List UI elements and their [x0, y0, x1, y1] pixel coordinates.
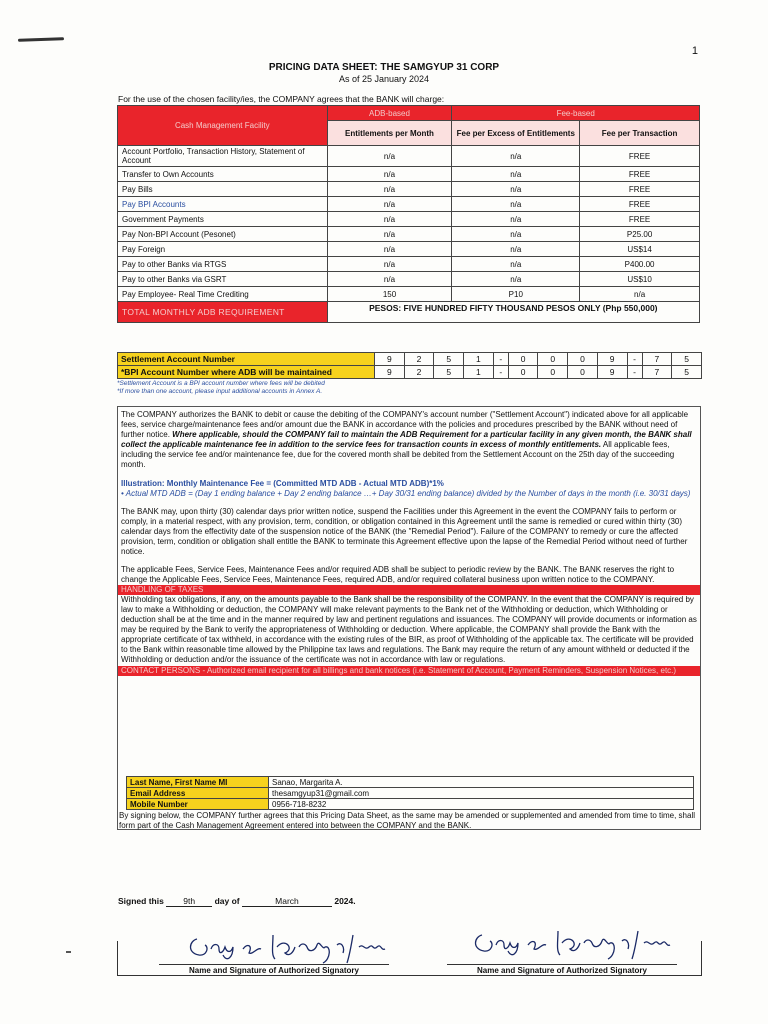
- account-digit: 5: [672, 353, 702, 366]
- terms-paragraph-4: Withholding tax obligations, if any, on the amounts payable to the Bank shall be the responsibility of the COMPANY. In the event that the COMPANY is required by law to make a Withholding or deduction, the COMPANY will make relevant payments to the Bank net of the Withholding or deduction, which Withholding or deduction shall be at the time and in the manner required by law and pertinent regulations and issuances. The COMPANY will provide documents or information as may be required by the Bank to verify the appropriateness of Withholding or deduction. Where applicable, the COMPANY shall provide the Bank with the appropriate certificate of tax withheld, in accordance with the existing rules of the BIR, as proof of Withholding of the applicable tax. The certificate will be provided to the Bank within reasonable time allowed by the Philippine tax laws and regulations. The Bank may require the return of any amount withheld or deducted if the Withholding or deduction and/or the issuance of the certificate was not in accordance with law or regulations.: [121, 595, 697, 664]
- account-digit: 1: [464, 353, 494, 366]
- taxes-header: HANDLING OF TAXES: [118, 585, 700, 595]
- fee-cell-excess: n/a: [452, 197, 580, 212]
- fee-cell-entitlements: n/a: [327, 197, 452, 212]
- group-fee: Fee-based: [452, 106, 700, 121]
- fee-cell-excess: n/a: [452, 227, 580, 242]
- fee-cell-transaction: P400.00: [580, 257, 700, 272]
- fee-cell-transaction: US$14: [580, 242, 700, 257]
- fee-cell-entitlements: n/a: [327, 242, 452, 257]
- fee-row: [118, 146, 700, 167]
- signatory-label-left: Name and Signature of Authorized Signatory: [159, 964, 389, 975]
- fee-cell-service: Account Portfolio, Transaction History, Statement of Account: [118, 146, 328, 167]
- fee-cell-entitlements: n/a: [327, 167, 452, 182]
- account-digit: 0: [538, 366, 568, 379]
- signatory-label-right: Name and Signature of Authorized Signatory: [447, 964, 677, 975]
- terms-box: [117, 406, 701, 830]
- terms-p1-c: All applicable fees, including the service fee and/or maintenance fee, due for the covered month shall be debited from the Settlement Account on the 25th day of the succeeding month.: [121, 440, 675, 469]
- contact-header: CONTACT PERSONS - Authorized email recipient for all billings and bank notices (i.e. Statement of Account, Payment Reminders, Suspension Notices, etc.): [118, 666, 700, 676]
- account-digit: 0: [568, 353, 598, 366]
- fee-cell-excess: n/a: [452, 242, 580, 257]
- fee-cell-entitlements: n/a: [327, 212, 452, 227]
- account-note-1: *Settlement Account is a BPI account number where fees will be debited: [117, 380, 325, 387]
- terms-p1-a: The COMPANY authorizes the BANK to debit or cause the debiting of the COMPANY's account number ("Settlement Account") indicated above for all applicable fees, service charge/maintenance fees and/or amount due the BANK in accordance with the policies and procedures prescribed by the BANK without need of further notice.: [121, 410, 689, 439]
- fee-cell-excess: n/a: [452, 272, 580, 287]
- account-digit: 9: [375, 353, 405, 366]
- fee-cell-service: Pay to other Banks via GSRT: [118, 272, 328, 287]
- fee-cell-service: Pay Bills: [118, 182, 328, 197]
- fee-cell-transaction: FREE: [580, 212, 700, 227]
- intro-text: For the use of the chosen facility/ies, the COMPANY agrees that the BANK will charge:: [118, 94, 445, 104]
- account-digit: 5: [672, 366, 702, 379]
- signature-right-image: [462, 923, 692, 965]
- fee-cell-transaction: US$10: [580, 272, 700, 287]
- fee-cell-excess: n/a: [452, 167, 580, 182]
- fee-cell-entitlements: 150: [327, 287, 452, 302]
- adb-account-label: *BPI Account Number where ADB will be maintained: [118, 366, 375, 379]
- fee-cell-service: Pay BPI Accounts: [118, 197, 328, 212]
- account-table: [117, 352, 702, 379]
- fee-cell-transaction: FREE: [580, 146, 700, 167]
- contact-email-label: Email Address: [127, 788, 269, 799]
- fee-cell-service: Government Payments: [118, 212, 328, 227]
- signature-area: [117, 927, 700, 975]
- settlement-account-label: Settlement Account Number: [118, 353, 375, 366]
- pen-mark: [18, 37, 64, 42]
- fee-cell-transaction: n/a: [580, 287, 700, 302]
- signed-line: [118, 896, 356, 907]
- signature-left-image: [177, 927, 407, 967]
- signed-mid: day of: [214, 896, 240, 906]
- fee-cell-entitlements: n/a: [327, 257, 452, 272]
- contact-table: [126, 776, 694, 810]
- fee-cell-transaction: FREE: [580, 197, 700, 212]
- terms-p1-b: Where applicable, should the COMPANY fail to maintain the ADB Requirement for a particular facility in any given month, the BANK shall collect the applicable maintenance fee in addition to the service fees for transaction counts in excess of monthly entitlements.: [121, 430, 692, 449]
- fee-cell-excess: n/a: [452, 182, 580, 197]
- group-adb: ADB-based: [327, 106, 452, 121]
- col-facility: Cash Management Facility: [118, 106, 328, 146]
- fee-cell-service: Transfer to Own Accounts: [118, 167, 328, 182]
- fee-row: [118, 227, 700, 242]
- closing-text: By signing below, the COMPANY further agrees that this Pricing Data Sheet, as the same may be amended or supplemented and amended from time to time, shall form part of the Cash Management Agreement entered into between the COMPANY and the BANK.: [119, 811, 696, 830]
- col-excess: Fee per Excess of Entitlements: [452, 121, 580, 146]
- contact-mobile-value: 0956-718-8232: [269, 799, 694, 810]
- fee-row: [118, 212, 700, 227]
- signed-month: March: [242, 896, 332, 907]
- terms-paragraph-2: The BANK may, upon thirty (30) calendar days prior written notice, suspend the Facilities under this Agreement in the event the COMPANY fails to perform or comply, in a material respect, with any provision, term, condition, or obligation contained in this Agreement until the same is remedied or cured within thirty (30) calendar days from the effectivity date of the suspension notice of the BANK (the "Remedial Period"). Failure of the COMPANY to remedy or cure the affected provision, term, condition or obligation shall entitle the BANK to terminate this Agreement effective upon the lapse of the Remedial Period without need of further notice.: [121, 507, 688, 556]
- fee-row: [118, 182, 700, 197]
- account-digit: 7: [642, 353, 672, 366]
- account-digit: -: [627, 353, 642, 366]
- col-transaction: Fee per Transaction: [580, 121, 700, 146]
- fee-row: [118, 272, 700, 287]
- fee-cell-entitlements: n/a: [327, 272, 452, 287]
- account-digit: 9: [597, 353, 627, 366]
- illustration-body: • Actual MTD ADB = (Day 1 ending balance + Day 2 ending balance …+ Day 30/31 ending balance) divided by the Number of days in the month (i.e. 30/31 days): [121, 489, 691, 498]
- fee-cell-excess: P10: [452, 287, 580, 302]
- total-adb-label: TOTAL MONTHLY ADB REQUIREMENT: [118, 302, 328, 323]
- fee-cell-excess: n/a: [452, 257, 580, 272]
- fee-row: [118, 167, 700, 182]
- fee-cell-service: Pay Foreign: [118, 242, 328, 257]
- col-entitlements: Entitlements per Month: [327, 121, 452, 146]
- fee-table: [117, 105, 700, 323]
- page-number: 1: [691, 45, 698, 57]
- terms-paragraph-1: [118, 407, 700, 470]
- terms-paragraph-3: The applicable Fees, Service Fees, Maintenance Fees and/or required ADB shall be subject to periodic review by the BANK. The BANK reserves the right to change the Applicable Fees, Service Fees, Maintenance Fees, required ADB, and/or required collateral business upon written notice to the COMPANY.: [121, 565, 675, 584]
- account-digit: 0: [568, 366, 598, 379]
- page-subtitle: As of 25 January 2024: [338, 74, 430, 84]
- account-digit: 5: [434, 366, 464, 379]
- contact-name-label: Last Name, First Name MI: [127, 777, 269, 788]
- fee-cell-transaction: FREE: [580, 182, 700, 197]
- account-digit: -: [493, 366, 508, 379]
- signed-day: 9th: [166, 896, 212, 907]
- account-digit: 0: [508, 353, 538, 366]
- fee-cell-transaction: P25.00: [580, 227, 700, 242]
- fee-cell-entitlements: n/a: [327, 227, 452, 242]
- fee-row: [118, 287, 700, 302]
- contact-name-value: Sanao, Margarita A.: [269, 777, 694, 788]
- account-digit: -: [627, 366, 642, 379]
- total-adb-value: PESOS: FIVE HUNDRED FIFTY THOUSAND PESOS ONLY (Php 550,000): [327, 302, 699, 323]
- fee-cell-excess: n/a: [452, 212, 580, 227]
- fee-row: [118, 197, 700, 212]
- account-digit: 0: [508, 366, 538, 379]
- fee-cell-service: Pay Employee- Real Time Crediting: [118, 287, 328, 302]
- account-note-2: *If more than one account, please input additional accounts in Annex A.: [117, 388, 323, 395]
- account-digit: 1: [464, 366, 494, 379]
- dot-mark: [66, 951, 71, 953]
- account-digit: 5: [434, 353, 464, 366]
- contact-email-value: thesamgyup31@gmail.com: [269, 788, 694, 799]
- account-digit: 9: [375, 366, 405, 379]
- account-digit: -: [493, 353, 508, 366]
- contact-mobile-label: Mobile Number: [127, 799, 269, 810]
- fee-cell-service: Pay Non-BPI Account (Pesonet): [118, 227, 328, 242]
- illustration-title: Illustration: Monthly Maintenance Fee = (Committed MTD ADB - Actual MTD ADB)*1%: [121, 479, 444, 488]
- account-digit: 9: [597, 366, 627, 379]
- fee-cell-entitlements: n/a: [327, 182, 452, 197]
- signed-year: 2024.: [334, 896, 356, 906]
- account-digit: 2: [404, 353, 434, 366]
- fee-cell-transaction: FREE: [580, 167, 700, 182]
- account-digit: 0: [538, 353, 568, 366]
- fee-row: [118, 242, 700, 257]
- fee-cell-service: Pay to other Banks via RTGS: [118, 257, 328, 272]
- page-title: PRICING DATA SHEET: THE SAMGYUP 31 CORP: [268, 62, 500, 73]
- signed-prefix: Signed this: [118, 896, 164, 906]
- account-digit: 2: [404, 366, 434, 379]
- fee-cell-entitlements: n/a: [327, 146, 452, 167]
- fee-cell-excess: n/a: [452, 146, 580, 167]
- fee-row: [118, 257, 700, 272]
- account-digit: 7: [642, 366, 672, 379]
